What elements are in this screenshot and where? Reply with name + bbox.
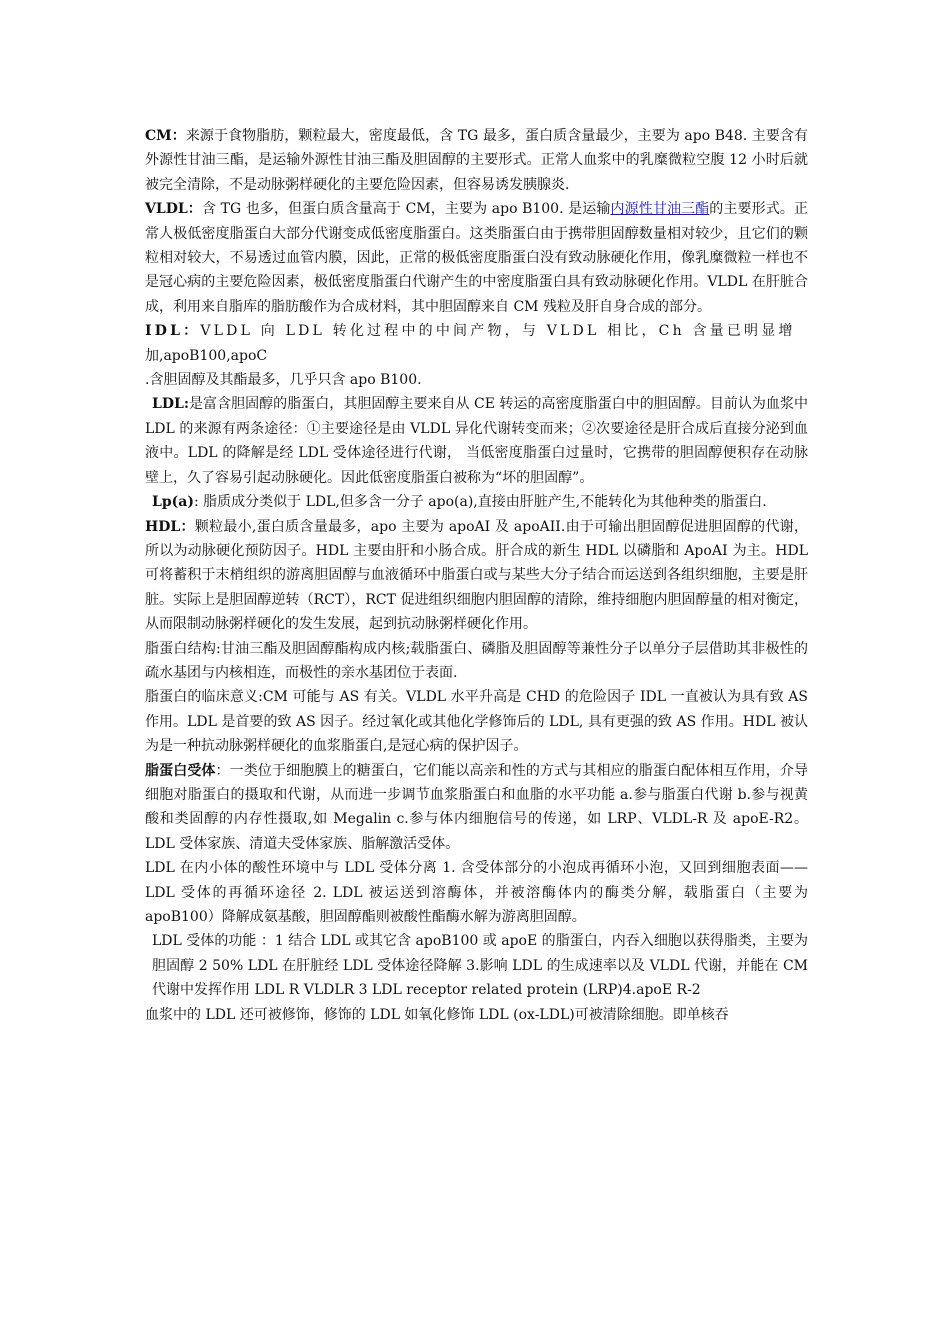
receptor-term: 脂蛋白受体: [145, 762, 216, 779]
receptor-paragraph: [145, 759, 808, 857]
structure-paragraph: 脂蛋白结构:甘油三酯及胆固醇酯构成内核;载脂蛋白、磷脂及胆固醇等兼性分子以单分子层借助其非极性的疏水基团与内核相连，而极性的亲水基团位于表面.: [145, 640, 808, 681]
recycle-paragraph: LDL 在内小体的酸性环境中与 LDL 受体分离 1. 含受体部分的小泡成再循环小泡，又回到细胞表面—— LDL 受体的再循环途径 2. LDL 被运送到溶酶体，并被溶酶体内的酶类分解，载脂蛋白（主要为 apoB100）降解成氨基酸，胆固醇酯则被酸性酯酶水解为游离胆固醇。: [145, 860, 808, 925]
vldl-term: VLDL：: [145, 201, 202, 218]
vldl-paragraph: [145, 197, 808, 319]
hdl-paragraph: [145, 515, 808, 637]
cm-paragraph: [145, 124, 808, 197]
lpa-paragraph: [145, 490, 808, 514]
cm-text: 来源于食物脂肪，颗粒最大，密度最低，含 TG 最多，蛋白质含量最少，主要为 apo B48. 主要含有外源性甘油三酯，是运输外源性甘油三酯及胆固醇的主要形式。正常人血浆中的乳糜微粒空腹 12 小时后就被完全清除，不是动脉粥样硬化的主要危险因素，但容易诱发胰腺炎.: [145, 128, 809, 193]
ldl-term: LDL:: [152, 396, 189, 413]
lpa-text: : 脂质成分类似于 LDL,但多含一分子 apo(a),直接由肝脏产生,不能转化为其他种类的脂蛋白.: [193, 494, 767, 511]
vldl-text-before-link: 含 TG 也多，但蛋白质含量高于 CM，主要为 apo B100. 是运输: [201, 201, 611, 218]
hdl-text: 颗粒最小,蛋白质含量最多，apo 主要为 apoAI 及 apoAII.由于可输出胆固醇促进胆固醇的代谢，所以为动脉硬化预防因子。HDL 主要由肝和小肠合成。肝合成的新生 HDL 以磷脂和 ApoAⅠ 为主。HDL 可将蓄积于末梢组织的游离胆固醇与血液循环中脂蛋白或与某些大分子结合而运送到各组织细胞，主要是肝脏。实际上是胆固醇逆转（RCT），RCT 促进组织细胞内胆固醇的清除，维持细胞内胆固醇量的相对衡定，从而限制动脉粥样硬化的发生发展，起到抗动脉粥样硬化作用。: [145, 518, 808, 633]
idl-term: IDL：: [145, 323, 201, 340]
endogenous-tg-link[interactable]: 内源性甘油三酯: [610, 201, 710, 218]
ldl-paragraph: [145, 392, 808, 490]
idl-paragraph: [145, 319, 808, 343]
lpa-term: Lp(a): [152, 494, 194, 511]
hdl-term: HDL：: [145, 518, 195, 535]
document-page: [145, 124, 808, 1027]
idl-line2: 加,apoB100,apoC: [145, 347, 268, 364]
idl-line3: .含胆固醇及其酯最多，几乎只含 apo B100.: [145, 372, 422, 389]
receptor-text: ：一类位于细胞膜上的糖蛋白，它们能以高亲和性的方式与其相应的脂蛋白配体相互作用，介导细胞对脂蛋白的摄取和代谢，从而进一步调节血浆脂蛋白和血脂的水平功能 a.参与脂蛋白代谢 b.参与视黄酸和类固醇的内存性摄取,如 Megalin c.参与体内细胞信号的传递，如 LRP、VLDL-R 及 apoE-R2。LDL 受体家族、清道夫受体家族、脂解激活受体。: [145, 762, 809, 852]
function-paragraph: LDL 受体的功能 ：1 结合 LDL 或其它含 apoB100 或 apoE 的脂蛋白，内吞入细胞以获得脂类，主要为胆固醇 2 50% LDL 在肝脏经 LDL 受体途径降解 3.影响 LDL 的生成速率以及 VLDL 代谢，并能在 CM 代谢中发挥作用 LDL R VLDLR 3 LDL receptor related protein (LRP)4.apoE R-2: [152, 933, 808, 999]
vldl-text-after-link: 的主要形式。正常人极低密度脂蛋白大部分代谢变成低密度脂蛋白。这类脂蛋白由于携带胆固醇数量相对较少，且它们的颗粒相对较大，不易透过血管内膜，因此，正常的极低密度脂蛋白没有致动脉硬化作用，像乳糜微粒一样也不是冠心病的主要危险因素，极低密度脂蛋白代谢产生的中密度脂蛋白具有致动脉硬化作用。VLDL 在肝脏合成，利用来自脂库的脂肪酸作为合成材料，其中胆固醇来自 CM 残粒及肝自身合成的部分。: [145, 201, 809, 315]
cm-term: CM：: [145, 128, 186, 144]
ldl-text: 是富含胆固醇的脂蛋白，其胆固醇主要来自从 CE 转运的高密度脂蛋白中的胆固醇。目前认为血浆中 LDL 的来源有两条途径：①主要途径是由 VLDL 异化代谢转变而来；②次要途径是肝合成后直接分泌到血液中。LDL 的降解是经 LDL 受体途径进行代谢， 当低密度脂蛋白过量时，它携带的胆固醇便积存在动脉壁上，久了容易引起动脉硬化。因此低密度脂蛋白被称为“坏的胆固醇”。: [145, 396, 808, 486]
oxldl-paragraph: 血浆中的 LDL 还可被修饰，修饰的 LDL 如氧化修饰 LDL (ox-LDL)可被清除细胞。即单核吞: [145, 1006, 729, 1023]
idl-text-line1: VLDL 向 LDL 转化过程中的中间产物，与 VLDL 相比，Ch 含量已明显增: [200, 323, 796, 340]
clinical-paragraph: 脂蛋白的临床意义:CM 可能与 AS 有关。VLDL 水平升高是 CHD 的危险因子 IDL 一直被认为具有致 AS 作用。LDL 是首要的致 AS 因子。经过氧化或其他化学修饰后的 LDL, 具有更强的致 AS 作用。HDL 被认为是一种抗动脉粥样硬化的血浆脂蛋白,是冠心病的保护因子。: [145, 689, 808, 755]
